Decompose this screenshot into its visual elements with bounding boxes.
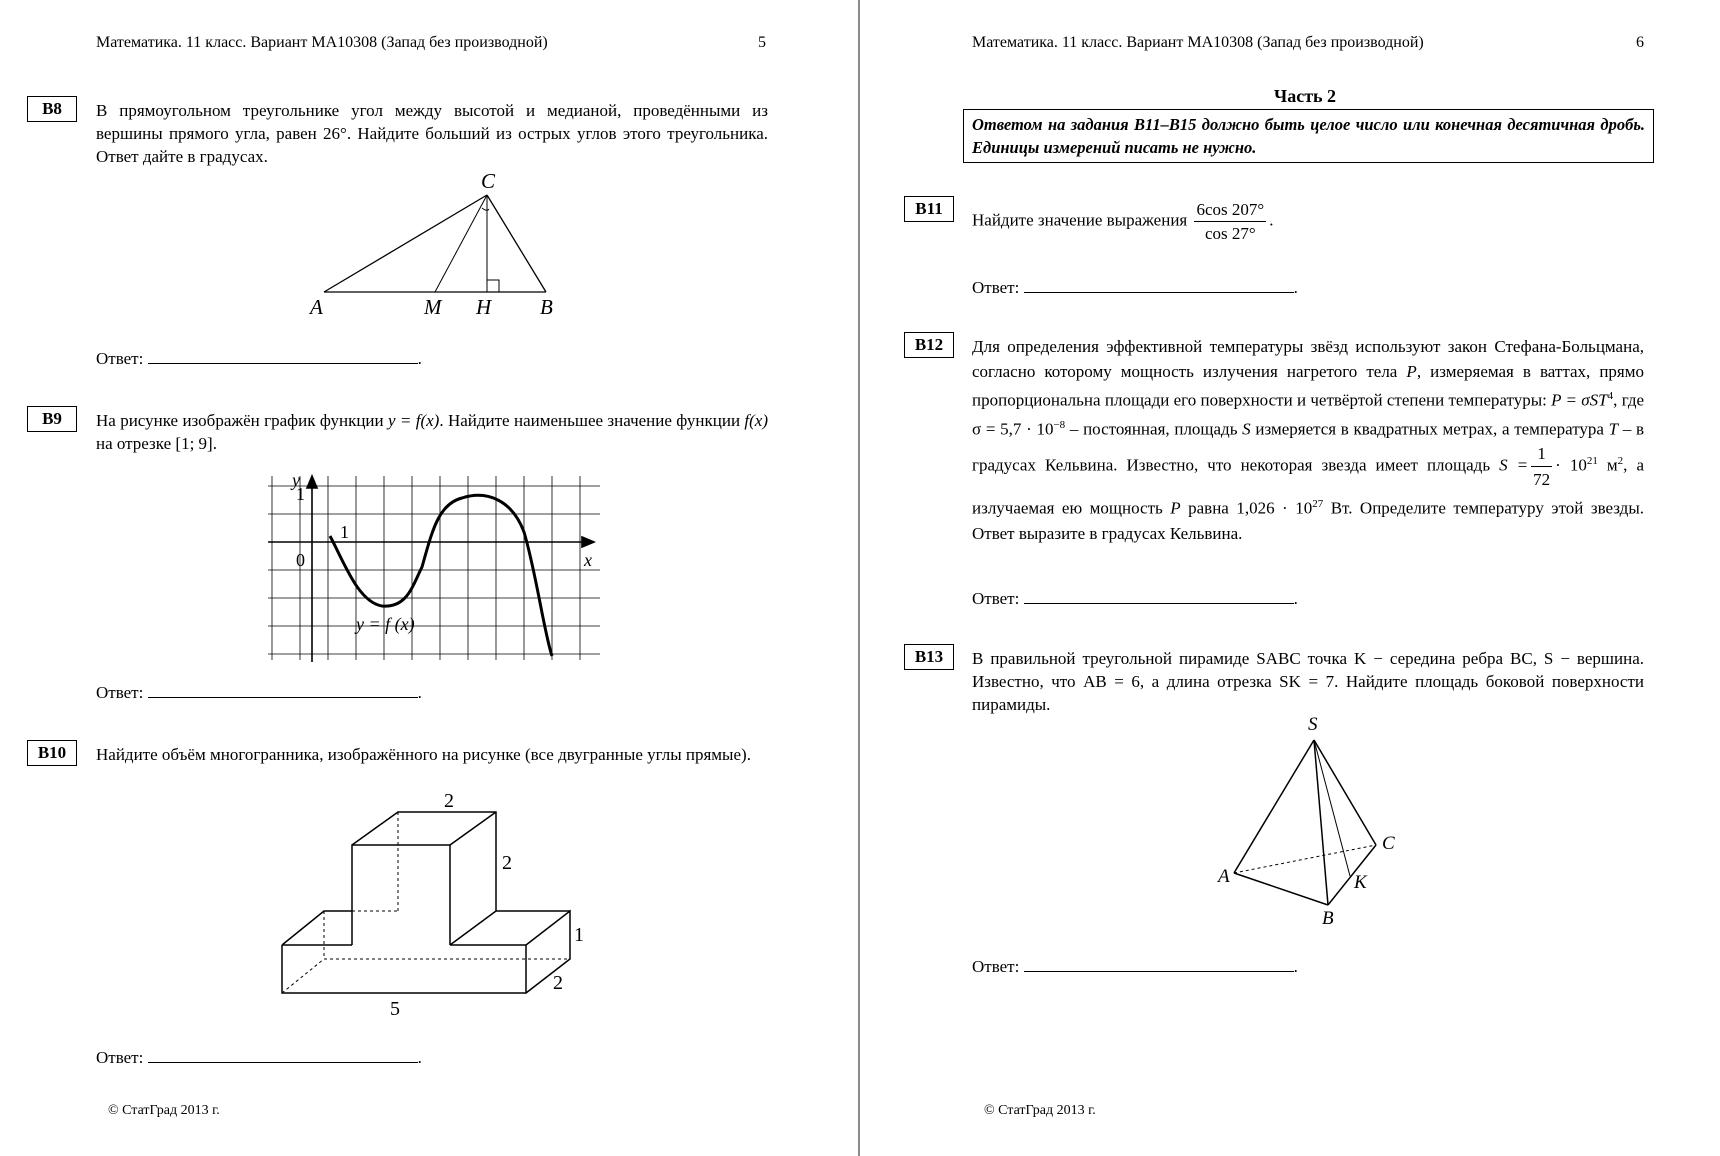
b12-p9: Вт. Определите температуру этой звезды. Ответ выразите в градусах Кельвина. [972, 498, 1645, 543]
edge-sa [1234, 740, 1314, 873]
task-tag-b8: B8 [27, 96, 77, 122]
answer-label: Ответ: [96, 349, 144, 368]
page-number: 5 [758, 34, 766, 51]
answer-field-b13[interactable] [1024, 957, 1294, 972]
graph-grid [268, 476, 600, 660]
point-k: K [1354, 872, 1367, 893]
axis-label-y: y [292, 472, 300, 490]
b12-p2: , измеряемая в ваттах, прямо пропорциональна площади его поверхности и четвёртой степени температуры: [972, 362, 1645, 410]
edge-ab [1234, 873, 1328, 905]
side-bc [487, 195, 546, 292]
dim-depth: 2 [553, 972, 563, 994]
task-b13-text: В правильной треугольной пирамиде SABC точка K − середина ребра BC, S − вершина. Известно, что AB = 6, а длина отрезка SK = 7. Найдите площадь боковой поверхности пирамиды. [972, 649, 1644, 714]
instruction-box: Ответом на задания B11–B15 должно быть целое число или конечная десятичная дробь. Единицы измерений писать не нужно. [963, 109, 1654, 163]
b12-area-unit-exp: 2 [1617, 455, 1624, 468]
answer-field-b8[interactable] [148, 349, 418, 364]
task-tag-b9: B9 [27, 406, 77, 432]
b9-text-before: На рисунке изображён график функции [96, 411, 384, 430]
vertex-s: S [1308, 714, 1318, 735]
y-axis-arrow [307, 476, 317, 488]
b9-text-middle: . Найдите наименьшее значение функции [439, 411, 741, 430]
task-b10-text: Найдите объём многогранника, изображённого на рисунке (все двугранные углы прямые). [96, 745, 751, 764]
label-b: B [540, 295, 553, 318]
page-header: Математика. 11 класс. Вариант МА10308 (Запад без производной) [96, 34, 548, 51]
function-graph [262, 472, 602, 664]
footer-copyright: © СтатГрад 2013 г. [108, 1103, 220, 1118]
b12-law-exp: 4 [1607, 390, 1614, 402]
x-axis-arrow [582, 537, 594, 547]
edge-sc [1314, 740, 1376, 845]
answer-label: Ответ: [972, 278, 1020, 297]
answer-label: Ответ: [96, 683, 144, 702]
answer-b10: Ответ: . [96, 1048, 422, 1067]
b12-p5: измеряется в квадратных метрах, а температура [1255, 419, 1604, 439]
part-title: Часть 2 [1274, 86, 1337, 106]
b12-p3: , где [1613, 390, 1645, 410]
pyramid-figure [1210, 712, 1410, 932]
label-m: M [424, 295, 442, 318]
b9-formula-2: f(x) [744, 411, 769, 430]
answer-field-b12[interactable] [1024, 589, 1294, 604]
answer-b8: Ответ: . [96, 349, 422, 368]
polyhedron-figure [270, 785, 600, 1025]
task-b8-text: В прямоугольном треугольнике угол между высотой и медианой, проведёнными из вершины прямого угла, равен 26°. Найдите больший из острых углов этого треугольника. Ответ дайте в градусах. [96, 101, 768, 166]
answer-b11: Ответ: . [972, 278, 1298, 297]
b12-area-unit: м [1606, 455, 1618, 475]
vertex-a: A [1218, 866, 1230, 887]
task-b11-text: Найдите значение выражения $\frac{6\cos 207^\circ}{\cos 27^\circ}$ . [972, 200, 1274, 243]
b11-denominator: cos 27° [1204, 224, 1256, 243]
task-tag-b11: B11 [904, 196, 954, 222]
b9-text-after: на отрезке [1; 9]. [96, 434, 217, 453]
b11-fraction [1194, 198, 1266, 245]
answer-label: Ответ: [96, 1048, 144, 1067]
tick-label-x-1: 1 [340, 522, 349, 542]
label-c: C [481, 169, 496, 193]
b9-formula-1: y = f(x) [388, 411, 440, 430]
b12-area-den: 72 [1533, 470, 1551, 490]
left-page [0, 0, 858, 1156]
b12-p8: равна [1188, 498, 1229, 518]
median-cm [435, 195, 487, 292]
answer-field-b11[interactable] [1024, 278, 1294, 293]
triangle-figure [300, 168, 560, 318]
angle-arc [482, 208, 489, 210]
vertex-b: B [1322, 908, 1334, 929]
label-a: A [310, 295, 323, 318]
dim-right: 1 [574, 924, 584, 946]
b12-p4: – постоянная, площадь [1069, 419, 1238, 439]
b11-text: Найдите значение выражения [972, 210, 1188, 230]
origin-label: 0 [296, 550, 305, 570]
answer-field-b10[interactable] [148, 1048, 418, 1063]
label-h: H [476, 295, 492, 318]
b12-power-exp: 27 [1312, 498, 1324, 511]
b12-var-t: T [1608, 419, 1619, 439]
page-number: 6 [1636, 34, 1644, 51]
edge-bc [1328, 845, 1376, 905]
answer-b13: Ответ: . [972, 957, 1298, 976]
b12-var-p: P [1406, 362, 1417, 381]
right-page [860, 0, 1720, 1156]
b12-sigma: σ = 5,7 · 10 [972, 419, 1054, 439]
vertex-c: C [1382, 833, 1395, 854]
axis-label-x: x [584, 550, 592, 570]
task-tag-b13: B13 [904, 644, 954, 670]
b11-numerator: 6cos 207° [1194, 198, 1266, 222]
task-b9-text [96, 409, 768, 455]
curve-label: y = f (x) [356, 614, 415, 634]
answer-b9: Ответ: . [96, 683, 422, 702]
answer-field-b9[interactable] [148, 683, 418, 698]
task-tag-b10: B10 [27, 740, 77, 766]
page-header: Математика. 11 класс. Вариант МА10308 (Запад без производной) [972, 34, 1424, 51]
b12-p7: а излучаемая ею мощность [972, 455, 1644, 518]
b12-area-lhs: S = [1499, 455, 1529, 475]
right-angle-mark [487, 280, 499, 292]
b12-area-exp: 21 [1586, 455, 1598, 468]
b12-area-num: 1 [1531, 441, 1552, 467]
task-b12-text: Для определения эффективной температуры звёзд используют закон Стефана-Больцмана, согласно которому мощность излучения нагретого тела P, измеряемая в ваттах, прямо пропорциональна площади его поверхности и четвёртой степени температуры: P = σST$^4$, где $\sigma = 5,7 \cdot 10^{-8}$ – постоянная, площадь S измеряется в квадратных метрах, а температура T – в градусах Кельвина. Известно, что некоторая звезда имеет площадь S = $\frac{1}{72}$ · $10^{21}$ $м^2$, а излучаемая ею мощность P равна $1,026 \cdot 10^{27}$ Вт. Определите температуру этой звезды. Ответ выразите в градусах Кельвина. [972, 337, 1645, 543]
answer-b12: Ответ: . [972, 589, 1298, 608]
b12-area-rest: · 10 [1555, 455, 1587, 475]
answer-label: Ответ: [972, 589, 1020, 608]
edge-ac-hidden [1234, 845, 1376, 873]
tick-label-y-1: 1 [296, 484, 305, 504]
dim-top: 2 [444, 790, 454, 812]
b12-var-s: S [1242, 419, 1251, 439]
dim-height: 2 [502, 852, 512, 874]
b12-p6: – в градусах Кельвина. Известно, что некоторая звезда имеет площадь [972, 419, 1645, 475]
side-ac [324, 195, 487, 292]
footer-copyright: © СтатГрад 2013 г. [984, 1103, 1096, 1118]
task-tag-b12: B12 [904, 332, 954, 358]
b12-power: 1,026 · 10 [1236, 498, 1313, 518]
answer-label: Ответ: [972, 957, 1020, 976]
dim-bottom: 5 [390, 998, 400, 1020]
b12-p1: Для определения эффективной температуры звёзд используют закон Стефана-Больцмана, согласно которому мощность излучения нагретого тела [972, 337, 1644, 381]
b12-sigma-exp: −8 [1053, 418, 1066, 431]
b12-area-fraction [1531, 441, 1552, 492]
b12-var-p-2: P [1170, 498, 1181, 518]
b12-law: P = σST [1551, 390, 1608, 410]
